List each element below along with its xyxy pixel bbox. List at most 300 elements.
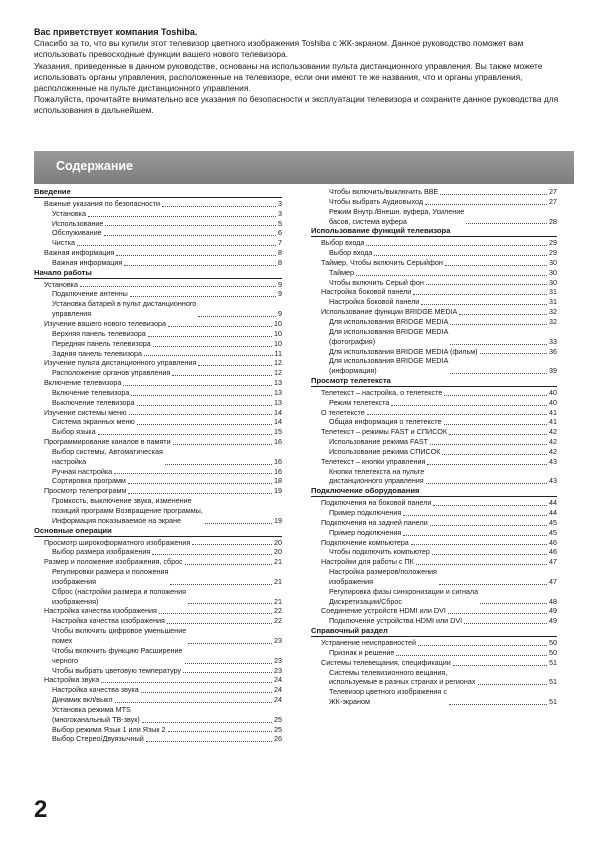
toc-entry[interactable] [34,626,282,646]
toc-entry[interactable] [34,299,282,319]
toc-entry-page: 51 [549,657,557,667]
dot-leader [170,584,272,585]
toc-entry-title: Подключения на задней панели [321,517,428,527]
toc-entry-title: Признак и решение [329,647,395,657]
toc-entry-title: Настройка качества звука [52,685,139,695]
toc-entry-page: 19 [274,486,282,496]
toc-entry[interactable] [34,705,282,725]
toc-entry-page: 42 [549,437,557,447]
dot-leader [449,704,547,705]
toc-entry-page: 10 [274,318,282,328]
toc-entry[interactable] [34,427,282,437]
toc-entry[interactable] [34,725,282,735]
contents-header [34,151,574,184]
toc-entry-page: 26 [274,734,282,744]
toc-entry-title: Настройка боковой панели [321,287,412,297]
toc-entry-page: 9 [278,279,282,289]
toc-entry[interactable] [34,417,282,427]
toc-entry-page: 7 [278,238,282,248]
toc-entry-title: Для использования BRIDGE MEDIA (информация) [329,356,449,376]
dot-leader [115,702,272,703]
dot-leader [445,265,547,266]
toc-entry[interactable] [311,317,557,327]
toc-entry-title: Чтобы выбрать Аудиовыход [329,196,424,206]
toc-entry[interactable] [34,319,282,329]
dot-leader [464,623,547,624]
dot-leader [88,216,276,217]
toc-entry[interactable] [34,280,282,290]
dot-leader [480,603,547,604]
toc-entry-page: 30 [549,257,557,267]
dot-leader [146,741,272,742]
toc-entry[interactable] [34,666,282,676]
toc-entry-page: 23 [274,635,282,645]
dot-leader [129,414,272,415]
toc-entry-page: 24 [274,685,282,695]
toc-entry-title: Настройка размеров/положения изображения [329,567,437,586]
toc-entry-title: Чтобы выбрать цветовую температуру [52,665,181,675]
toc-entry-page: 33 [549,336,557,346]
toc-entry-page: 16 [274,456,282,466]
toc-entry-page: 27 [549,196,557,206]
dot-leader [430,525,547,526]
dot-leader [466,223,547,224]
toc-entry-title: Изучение системы меню [44,407,127,417]
toc-entry-title: Передняя панель телевизора [52,338,151,348]
toc-entry[interactable] [34,398,282,408]
toc-entry-title: Для использования BRIDGE MEDIA (фильм) [329,346,478,356]
toc-entry-title: Выбор Стерео/Двуязычный [52,734,144,744]
toc-entry-title: Верхняя панель телевизора [52,328,146,338]
toc-entry[interactable] [311,398,557,408]
dot-leader [153,346,272,347]
dot-leader [101,682,272,683]
toc-entry-title: Общая информация о телетексте [329,417,442,427]
dot-leader [116,255,276,256]
toc-entry-page: 3 [278,208,282,218]
toc-entry[interactable] [34,557,282,567]
toc-entry-page: 10 [274,338,282,348]
toc-entry[interactable] [34,199,282,209]
toc-entry[interactable] [311,327,557,347]
dot-leader [183,672,272,673]
dot-leader [356,275,547,276]
toc-entry-page: 5 [278,218,282,228]
toc-entry[interactable] [34,388,282,398]
toc-entry[interactable] [34,437,282,447]
intro-line: Пожалуйста, прочитайте внимательно все указания по безопасности и эксплуатации телевизора и сохраните данное руководства для использования в дальнейшем. [34,94,559,116]
toc-entry[interactable] [34,587,282,607]
dot-leader [104,235,276,236]
toc-entry[interactable] [311,248,557,258]
toc-entry[interactable] [311,528,557,538]
toc-entry[interactable] [34,329,282,339]
toc-entry[interactable] [311,437,557,447]
toc-entry[interactable] [34,486,282,496]
dot-leader [198,316,276,317]
dot-leader [130,296,276,297]
dot-leader [391,405,547,406]
toc-entry[interactable] [34,538,282,548]
toc-entry-title: Подключение устройства HDMI или DVI [329,616,463,626]
dot-leader [141,692,272,693]
toc-entry-page: 40 [549,397,557,407]
toc-entry-page: 41 [549,417,557,427]
dot-leader [152,554,272,555]
dot-leader [192,544,272,545]
dot-leader [374,255,547,256]
toc-entry-page: 36 [549,346,557,356]
toc-entry[interactable] [34,209,282,219]
toc-entry-page: 10 [274,328,282,338]
toc-entry-title: Сброс (настройки размера и положения изображения) [52,586,187,606]
toc-entry-page: 8 [278,257,282,267]
toc-entry-page: 13 [274,387,282,397]
dot-leader [444,395,547,396]
contents-title: Содержание [56,159,134,173]
toc-entry-title: Важная информация [44,248,115,258]
dot-leader [124,265,276,266]
toc-entry-title: Ручная настройка [52,466,113,476]
toc-entry[interactable] [34,248,282,258]
toc-entry-page: 13 [274,397,282,407]
toc-entry-title: Телетекст – кнопки управления [321,456,426,466]
toc-entry-page: 30 [549,267,557,277]
toc-entry[interactable] [311,658,557,668]
toc-entry[interactable] [311,307,557,317]
dot-leader [421,304,547,305]
toc-entry[interactable] [311,547,557,557]
toc-entry[interactable] [34,368,282,378]
toc-entry-page: 14 [274,417,282,427]
toc-entry[interactable] [34,258,282,268]
toc-entry[interactable] [34,219,282,229]
dot-leader [442,454,547,455]
toc-entry-title: Сортировка программ [52,476,126,486]
toc-entry-title: Установка [52,208,86,218]
toc-entry-title: Выбор режима Язык 1 или Язык 2 [52,724,166,734]
dot-leader [444,424,547,425]
toc-entry[interactable] [311,238,557,248]
dot-leader [403,535,547,536]
toc-entry[interactable] [311,408,557,418]
toc-entry[interactable] [311,297,557,307]
toc-entry-page: 18 [274,476,282,486]
toc-entry-page: 23 [274,665,282,675]
dot-leader [411,544,547,545]
toc-entry-page: 22 [274,606,282,616]
toc-entry-title: Настройка качества изображения [52,616,165,626]
toc-entry[interactable] [311,638,557,648]
dot-leader [165,464,272,465]
toc-entry[interactable] [311,388,557,398]
toc-entry[interactable] [34,289,282,299]
toc-entry-title: Включение телевизора [52,387,130,397]
toc-entry-title: Выбор языка [52,427,96,437]
toc-entry-page: 24 [274,695,282,705]
toc-entry-page: 29 [549,248,557,258]
toc-entry-title: Изучение пульта дистанционного управления [44,358,197,368]
toc-entry-title: Установка [44,279,78,289]
toc-entry[interactable] [311,648,557,658]
dot-leader [128,493,272,494]
toc-entry[interactable] [311,347,557,357]
dot-leader [131,395,272,396]
dot-leader [159,613,272,614]
toc-entry-page: 6 [278,228,282,238]
toc-section-heading: Справочный раздел [311,626,557,637]
toc-entry-page: 14 [274,407,282,417]
toc-entry[interactable] [34,685,282,695]
toc-entry[interactable] [34,238,282,248]
toc-entry[interactable] [311,258,557,268]
toc-entry[interactable] [311,518,557,528]
toc-section-heading: Просмотр телетекста [311,376,557,387]
toc-entry-title: Телевизор цветного изображения с ЖК-экраном [329,687,447,707]
toc-entry-page: 46 [549,537,557,547]
toc-entry[interactable] [311,587,557,607]
toc-section-heading: Начало работы [34,268,282,279]
toc-entry-title: Расположение органов управления [52,368,171,378]
toc-entry-page: 29 [549,238,557,248]
toc-entry[interactable] [311,427,557,437]
dot-leader [396,655,547,656]
toc-entry-title: Выключение телевизора [52,397,135,407]
toc-entry-title: Изучение вашего нового телевизора [44,318,167,328]
toc-entry[interactable] [34,734,282,744]
dot-leader [185,663,272,664]
toc-entry[interactable] [34,349,282,359]
toc-entry[interactable] [311,498,557,508]
toc-entry-title: Задняя панель телевизора [52,348,143,358]
toc-entry-title: Выбор размера изображения [52,547,151,557]
dot-leader [77,245,276,246]
toc-entry[interactable] [311,447,557,457]
toc-entry-title: Телетекст – режимы FAST и СПИСОК [321,427,448,437]
toc-section-heading: Введение [34,187,282,198]
toc-entry-page: 47 [549,576,557,586]
toc-entry-title: Настройка боковой панели [329,297,420,307]
toc-entry-title: Использование функции BRIDGE MEDIA [321,307,458,317]
toc-entry-title: Подключение антенны [52,289,128,299]
toc-entry-title: Кнопки телетекста на пульте дистанционного управления [329,466,425,486]
dot-leader [137,424,272,425]
toc-entry[interactable] [311,287,557,297]
toc-entry[interactable] [311,356,557,376]
dot-leader [80,286,276,287]
dot-leader [123,385,272,386]
toc-entry-title: Установка батарей в пульт дистанционного управления [52,299,197,319]
toc-entry[interactable] [34,378,282,388]
toc-entry-title: Обслуживание [52,228,102,238]
toc-entry-page: 12 [274,358,282,368]
toc-entry[interactable] [34,646,282,666]
toc-entry-title: Чтобы подключить компьютер [329,547,430,557]
toc-entry-page: 49 [549,606,557,616]
toc-entry-title: Размер и положение изображения, сброс [44,557,183,567]
toc-entry-page: 27 [549,187,557,196]
toc-entry[interactable] [311,467,557,487]
toc-entry-title: Настройка качества изображения [44,606,157,616]
toc-entry-title: Система экранных меню [52,417,135,427]
toc-entry-title: Для использования BRIDGE MEDIA (фотография) [329,326,449,346]
toc-entry[interactable] [311,207,557,227]
toc-entry[interactable] [311,278,557,288]
toc-entry[interactable] [311,268,557,278]
toc-entry-title: Устранение неисправностей [321,637,416,647]
dot-leader [427,464,547,465]
dot-leader [440,194,547,195]
toc-entry-title: Чтобы включить Серый фон [329,277,424,287]
dot-leader [450,344,547,345]
toc-entry-title: Для использования BRIDGE MEDIA [329,316,449,326]
toc-entry-title: Важные указания по безопасности [44,198,161,208]
toc-entry[interactable] [34,695,282,705]
toc-entry-page: 49 [549,616,557,626]
toc-entry-page: 16 [274,466,282,476]
toc-entry[interactable] [311,557,557,567]
toc-entry-title: Регулировки размера и положения изображения [52,567,169,586]
dot-leader [128,483,272,484]
toc-entry[interactable] [311,606,557,616]
toc-entry-page: 46 [549,547,557,557]
toc-entry-title: Пример подключения [329,508,402,517]
dot-leader [168,731,272,732]
toc-entry-title: Подключения на боковой панели [321,498,432,508]
toc-entry-page: 11 [274,348,282,358]
toc-entry-title: Программирование каналов в памяти [44,437,171,447]
toc-entry-page: 41 [549,407,557,417]
toc-entry[interactable] [34,228,282,238]
toc-entry-title: Использование режима СПИСОК [329,446,441,456]
toc-entry-page: 31 [549,297,557,307]
dot-leader [105,225,276,226]
toc-entry-page: 20 [274,547,282,557]
dot-leader [98,434,272,435]
dot-leader [459,314,547,315]
toc-entry-title: Просмотр телепрограмм [44,486,127,496]
toc-entry-page: 45 [549,517,557,527]
dot-leader [167,623,272,624]
dot-leader [430,444,547,445]
toc-entry-title: Использование [52,218,104,228]
intro-line: Указания, приведенные в данном руководстве, основаны на использовании пульта дистанционного управления. Вы также можете использовать органы управления, расположенные на телевизоре, если они имеют те же названия, что и органы управления, расположенные на пульте дистанционного управления. [34,60,543,94]
toc-entry-page: 24 [274,675,282,685]
toc-entry[interactable] [34,496,282,526]
toc-entry-page: 25 [274,724,282,734]
toc-entry-page: 44 [549,508,557,517]
toc-entry[interactable] [311,457,557,467]
dot-leader [137,405,272,406]
dot-leader [480,353,547,354]
dot-leader [453,665,547,666]
toc-entry[interactable] [311,687,557,707]
toc-entry-page: 16 [274,437,282,447]
toc-entry-page: 25 [274,714,282,724]
toc-entry[interactable] [34,567,282,587]
toc-entry[interactable] [34,358,282,368]
toc-entry-title: Установка режима MTS (многоканальный ТВ-звук) [52,704,140,724]
toc-entry-title: Просмотр широкоформатного изображения [44,537,191,547]
toc-entry-page: 12 [274,368,282,378]
dot-leader [403,515,547,516]
toc-entry[interactable] [311,668,557,688]
dot-leader [450,373,547,374]
toc-entry[interactable] [311,417,557,427]
toc-entry-page: 47 [549,557,557,567]
toc-entry-title: Выбор входа [329,248,373,258]
dot-leader [426,284,547,285]
toc-entry-page: 39 [549,366,557,376]
toc-entry-title: Таймер [329,267,355,277]
toc-entry[interactable] [34,339,282,349]
toc-entry-title: О телетексте [321,407,365,417]
toc-entry[interactable] [34,547,282,557]
toc-entry-page: 40 [549,387,557,397]
toc-entry-page: 22 [274,616,282,626]
toc-entry-title: Системы телевещания, спецификации [321,657,451,667]
toc-left-column [34,187,282,744]
page-number: 2 [34,796,48,823]
toc-entry-page: 15 [274,427,282,437]
toc-entry-page: 8 [278,248,282,258]
dot-leader [366,245,547,246]
toc-entry-title: Чтобы включить цифровое уменьшение помех [52,626,187,645]
toc-entry[interactable] [311,197,557,207]
dot-leader [148,336,272,337]
toc-entry-title: Громкость, выключение звука, изменение позиций программ Возвращение программы, Информация показываемое на экране [52,496,203,525]
dot-leader [439,584,547,585]
toc-entry-page: 21 [274,576,282,586]
toc-entry[interactable] [34,447,282,467]
dot-leader [432,554,547,555]
dot-leader [448,613,547,614]
toc-entry-page: 32 [549,316,557,326]
toc-entry-page: 48 [549,596,557,606]
toc-entry-page: 45 [549,527,557,537]
toc-entry-page: 21 [274,596,282,606]
dot-leader [168,326,272,327]
toc-entry-page: 32 [549,307,557,317]
toc-entry[interactable] [34,606,282,616]
toc-entry[interactable] [34,675,282,685]
toc-entry[interactable] [311,538,557,548]
toc-entry-title: Чтобы включить/выключить BBE [329,187,439,196]
toc-entry[interactable] [34,467,282,477]
toc-entry[interactable] [311,616,557,626]
intro-heading: Вас приветствует компания Toshiba. [34,27,198,37]
dot-leader [450,324,547,325]
dot-leader [205,523,272,524]
toc-entry-title: Пример подключения [329,527,402,537]
toc-entry[interactable] [34,476,282,486]
toc-entry-title: Регулировка фазы синхронизации и сигнала Дискретизации/Сброс [329,586,479,606]
toc-entry[interactable] [34,616,282,626]
toc-entry-title: Динамик вкл/выкл [52,695,113,705]
toc-entry[interactable] [311,187,557,197]
toc-entry[interactable] [311,508,557,518]
dot-leader [188,603,272,604]
toc-entry[interactable] [34,408,282,418]
toc-entry[interactable] [311,567,557,587]
toc-entry-title: Системы телевизионного вещания, используемые в разных странах и регионах [329,667,476,687]
dot-leader [185,564,272,565]
intro-block [34,27,574,117]
toc-entry-page: 20 [274,537,282,547]
toc-entry-page: 23 [274,655,282,665]
dot-leader [142,722,272,723]
toc-entry-title: Включение телевизора [44,378,122,388]
